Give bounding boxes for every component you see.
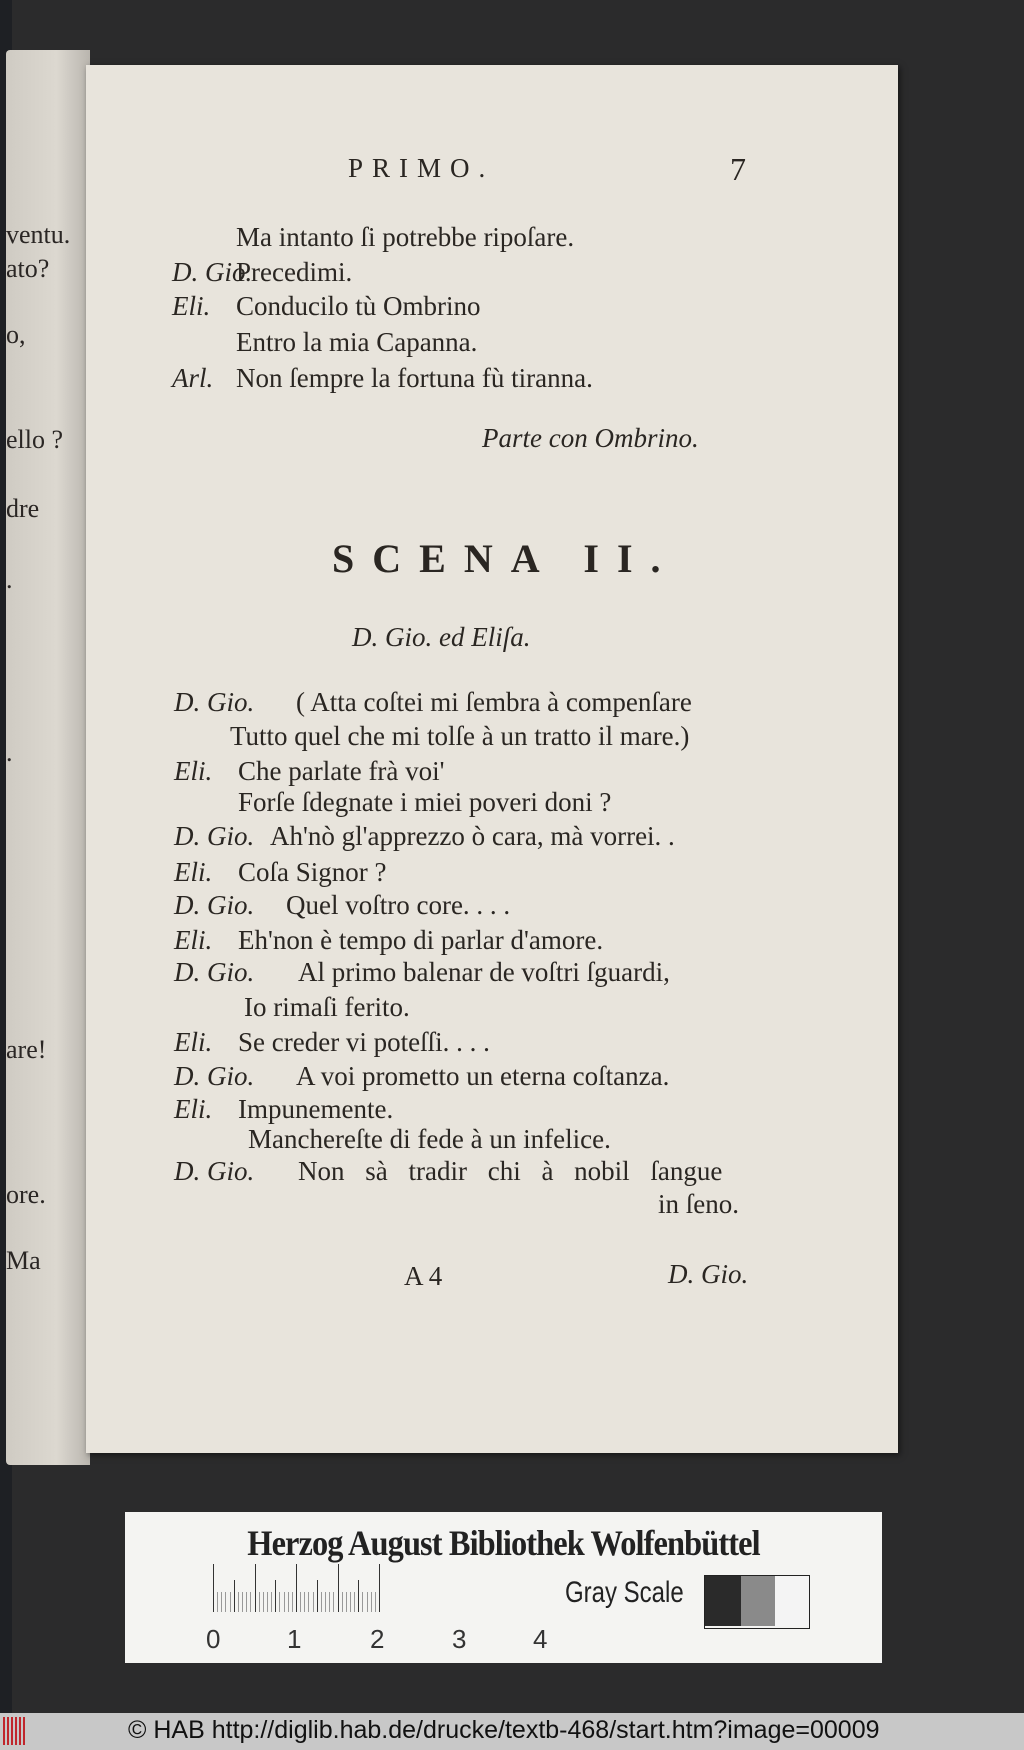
speaker: Arl. — [172, 363, 214, 393]
left-fragment: . — [6, 565, 13, 594]
ruler-tick — [242, 1592, 243, 1612]
verse-line: D. Gio. Non sà tradir chi à nobil ſangue — [174, 1156, 723, 1186]
ruler-tick — [354, 1592, 355, 1612]
ruler-label: 1 — [287, 1624, 302, 1654]
ruler-tick — [342, 1592, 343, 1612]
ruler-tick — [317, 1580, 318, 1612]
left-fragment: o, — [6, 320, 26, 349]
ruler-tick — [308, 1592, 309, 1612]
verse-line: in ſeno. — [658, 1189, 739, 1219]
verse-line: Tutto quel che mi tolſe à un tratto il mare.) — [230, 721, 690, 751]
ruler-tick — [255, 1564, 256, 1612]
left-fragment: ato? — [6, 254, 50, 283]
ruler-tick — [213, 1564, 214, 1612]
ruler-tick — [329, 1592, 330, 1612]
ruler-tick — [304, 1592, 305, 1612]
page-number: 7 — [730, 151, 755, 187]
left-fragment: dre — [6, 494, 40, 523]
footer-bar — [0, 1713, 1024, 1750]
ruler-tick — [267, 1592, 268, 1612]
verse-line: Forſe ſdegnate i miei poveri doni ? — [238, 787, 612, 817]
left-fragment: Ma — [6, 1246, 41, 1275]
ruler-label: 2 — [370, 1624, 385, 1654]
verse-line: Eli. Se creder vi poteſſi. . . . — [174, 1027, 490, 1057]
verse-line: D. Gio.Precedimi. — [172, 257, 353, 287]
ruler-tick — [271, 1592, 272, 1612]
ruler-tick — [325, 1592, 326, 1612]
ruler-tick — [358, 1580, 359, 1612]
ruler-tick — [292, 1592, 293, 1612]
ruler-tick — [250, 1592, 251, 1612]
verse-line: Eli. Conducilo tù Ombrino — [172, 291, 481, 321]
speaker: Eli. — [174, 1027, 213, 1057]
ruler-label: 3 — [452, 1624, 467, 1654]
ruler-tick — [279, 1592, 280, 1612]
verse-line: Manchereſte di fede à un infelice. — [248, 1124, 611, 1154]
verse-line: D. Gio. Ah'nò gl'apprezzo ò cara, mà vorrei. . — [174, 821, 675, 851]
verse-line: Entro la mia Capanna. — [236, 327, 478, 357]
speaker: D. Gio. — [174, 821, 255, 851]
ruler-tick — [338, 1564, 339, 1612]
verse-line: D. Gio. Quel voſtro core. . . . — [174, 890, 511, 920]
speaker: Eli. — [174, 857, 213, 887]
ruler-tick — [296, 1564, 297, 1612]
ruler-label: 0 — [206, 1624, 221, 1654]
speaker: D. Gio. — [172, 257, 253, 287]
verse-line: Eli. Coſa Signor ? — [174, 857, 387, 887]
speaker: D. Gio. — [174, 890, 255, 920]
running-head: PRIMO. — [348, 153, 495, 183]
gray-scale-swatches — [704, 1575, 810, 1629]
book-page — [86, 65, 898, 1453]
swatch-light — [775, 1576, 809, 1626]
ruler-tick — [321, 1592, 322, 1612]
verse-line: Io rimaſi ferito. — [244, 992, 410, 1022]
speaker: D. Gio. — [174, 1156, 255, 1186]
ruler-tick — [284, 1592, 285, 1612]
left-fragment: ore. — [6, 1180, 46, 1209]
signature-mark: A 4 — [404, 1261, 443, 1291]
verse-line: D. Gio. ( Atta coſtei mi ſembra à compenſare — [174, 687, 692, 717]
ruler-tick — [288, 1592, 289, 1612]
left-fragment: . — [6, 738, 13, 767]
library-title: Herzog August Bibliothek Wolfenbüttel — [247, 1523, 760, 1563]
speaker: Eli. — [172, 291, 211, 321]
verse-line: Arl. Non ſempre la fortuna fù tiranna. — [172, 363, 593, 393]
speaker: Eli. — [174, 756, 213, 786]
verse-line: D. Gio. A voi prometto un eterna coſtanza. — [174, 1061, 670, 1091]
ruler-tick — [259, 1592, 260, 1612]
left-page — [6, 50, 90, 1465]
left-fragment: are! — [6, 1035, 47, 1064]
ruler-tick — [362, 1592, 363, 1612]
ruler-tick — [375, 1592, 376, 1612]
speaker: D. Gio. — [174, 957, 255, 987]
verse-line: Eli. Che parlate frà voi' — [174, 756, 445, 786]
speaker: Eli. — [174, 1094, 213, 1124]
ruler — [213, 1572, 381, 1612]
speaker: Eli. — [174, 925, 213, 955]
left-fragment: ventu. — [6, 220, 71, 249]
left-fragment: ello ? — [6, 425, 64, 454]
ruler-tick — [367, 1592, 368, 1612]
catchword: D. Gio. — [668, 1259, 749, 1289]
ruler-tick — [300, 1592, 301, 1612]
ruler-tick — [275, 1580, 276, 1612]
gray-scale-label: Gray Scale — [565, 1576, 684, 1609]
ruler-tick — [217, 1592, 218, 1612]
ruler-tick — [221, 1592, 222, 1612]
ruler-tick — [350, 1592, 351, 1612]
speaker: D. Gio. — [174, 1061, 255, 1091]
ruler-tick — [371, 1592, 372, 1612]
footer-copyright-url[interactable]: © HAB http://diglib.hab.de/drucke/textb-468/start.htm?image=00009 — [128, 1716, 880, 1744]
ruler-tick — [230, 1592, 231, 1612]
hab-logo-icon — [3, 1717, 25, 1745]
ruler-tick — [238, 1592, 239, 1612]
verse-line: Ma intanto ſi potrebbe ripoſare. — [236, 222, 575, 252]
swatch-mid — [741, 1576, 775, 1626]
swatch-dark — [705, 1576, 741, 1626]
color-target-card — [125, 1512, 882, 1663]
ruler-label: 4 — [533, 1624, 548, 1654]
scene-characters: D. Gio. ed Eliſa. — [352, 622, 531, 652]
ruler-tick — [234, 1580, 235, 1612]
stage-direction: Parte con Ombrino. — [482, 423, 699, 453]
scene-title: SCENA II. — [332, 536, 679, 581]
speaker: D. Gio. — [174, 687, 255, 717]
ruler-tick — [225, 1592, 226, 1612]
verse-line: D. Gio. Al primo balenar de voſtri ſguardi, — [174, 957, 670, 987]
ruler-tick — [313, 1592, 314, 1612]
ruler-tick — [246, 1592, 247, 1612]
ruler-tick — [333, 1592, 334, 1612]
ruler-tick — [263, 1592, 264, 1612]
ruler-tick — [379, 1564, 380, 1612]
ruler-tick — [346, 1592, 347, 1612]
verse-line: Eli. Impunemente. — [174, 1094, 394, 1124]
verse-line: Eli. Eh'non è tempo di parlar d'amore. — [174, 925, 604, 955]
